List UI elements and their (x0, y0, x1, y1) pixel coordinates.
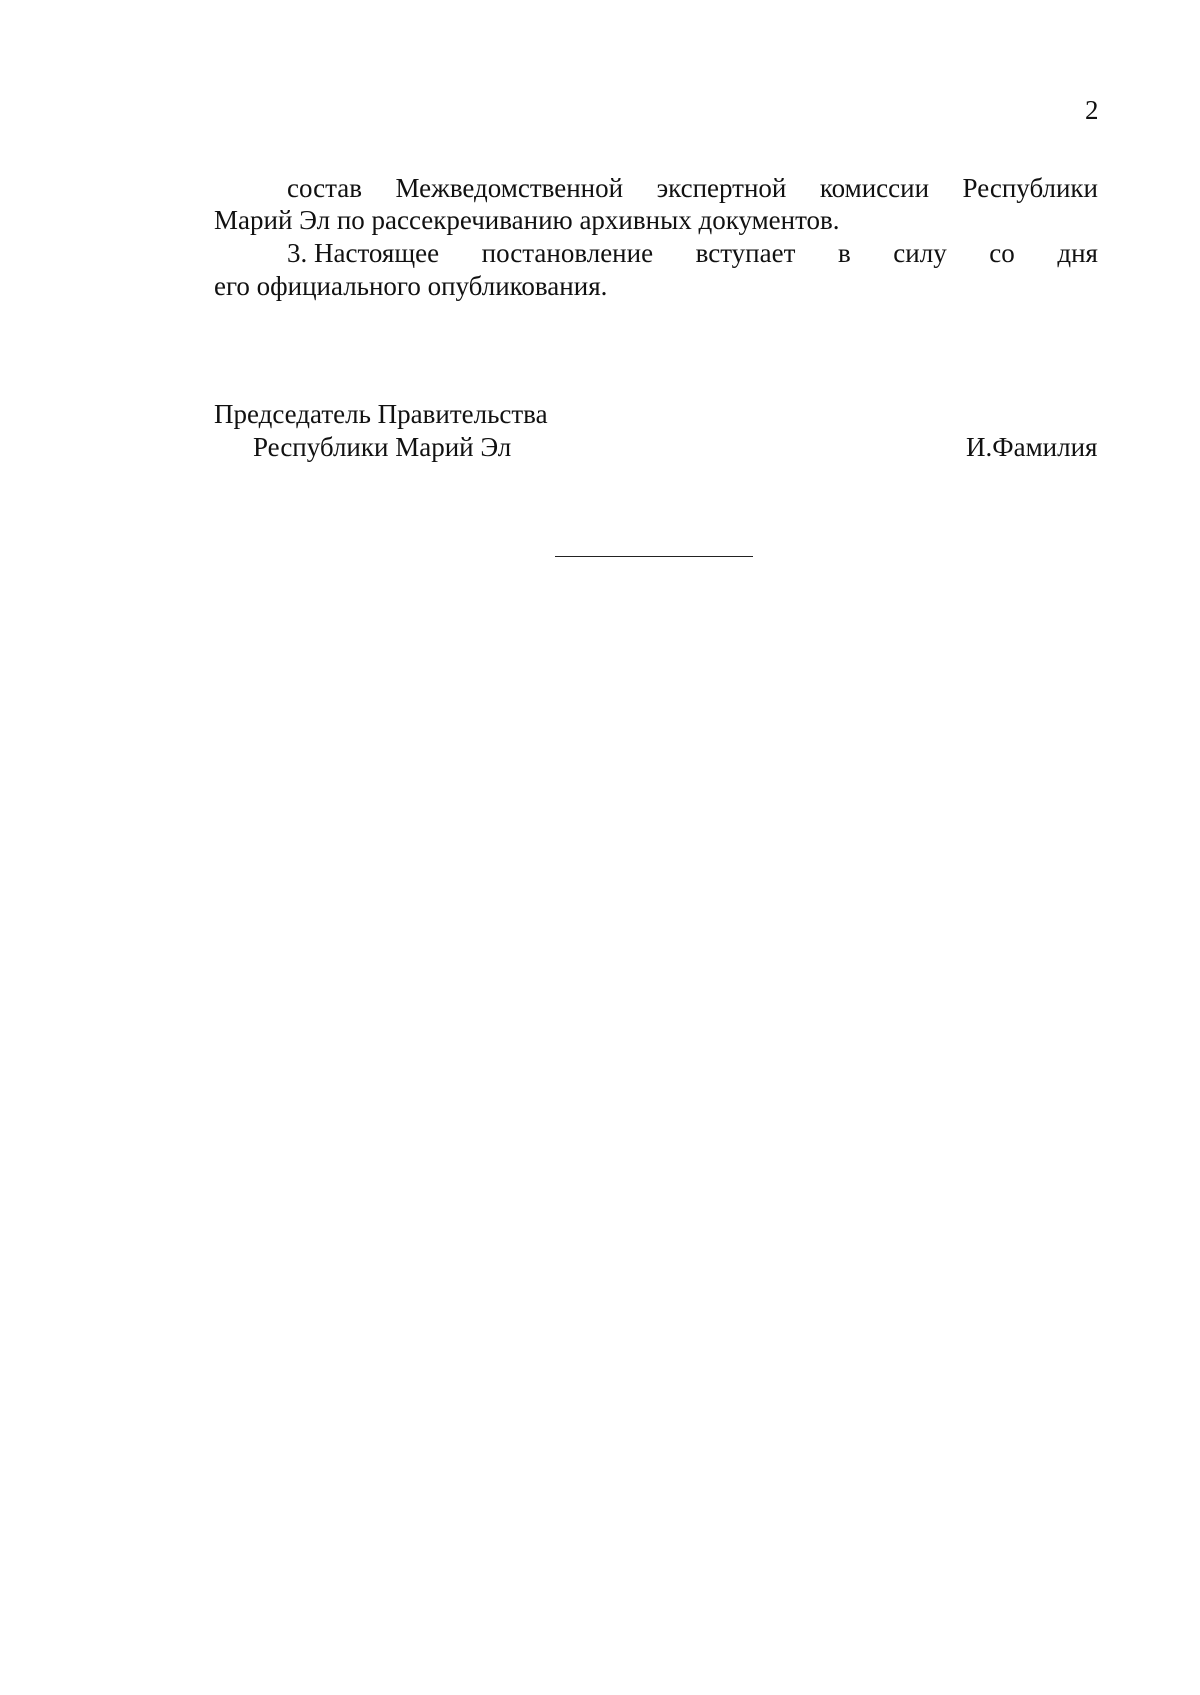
word: со (989, 238, 1015, 268)
word: дня (1057, 238, 1098, 268)
signatory-organization: Республики Марий Эл (253, 432, 512, 462)
word: силу (893, 238, 947, 268)
word: постановление (481, 238, 654, 268)
word: комиссии (819, 173, 930, 203)
end-of-document-rule (555, 556, 753, 557)
word: Республики (962, 173, 1098, 203)
word: в (837, 238, 851, 268)
paragraph-3-line-1 (287, 237, 1098, 269)
paragraph-3-line-2: его официального опубликования. (214, 271, 608, 301)
signatory-title: Председатель Правительства (214, 399, 548, 429)
word: Межведомственной (395, 173, 624, 203)
signatory-name: И.Фамилия (966, 432, 1098, 462)
word: 3. Настоящее (287, 238, 440, 268)
word: состав (287, 173, 363, 203)
paragraph-2-continuation-line-2: Марий Эл по рассекречиванию архивных документов. (214, 205, 840, 235)
paragraph-2-continuation-line-1 (287, 172, 1098, 204)
word: вступает (695, 238, 796, 268)
word: экспертной (656, 173, 787, 203)
page-number: 2 (1085, 95, 1099, 125)
